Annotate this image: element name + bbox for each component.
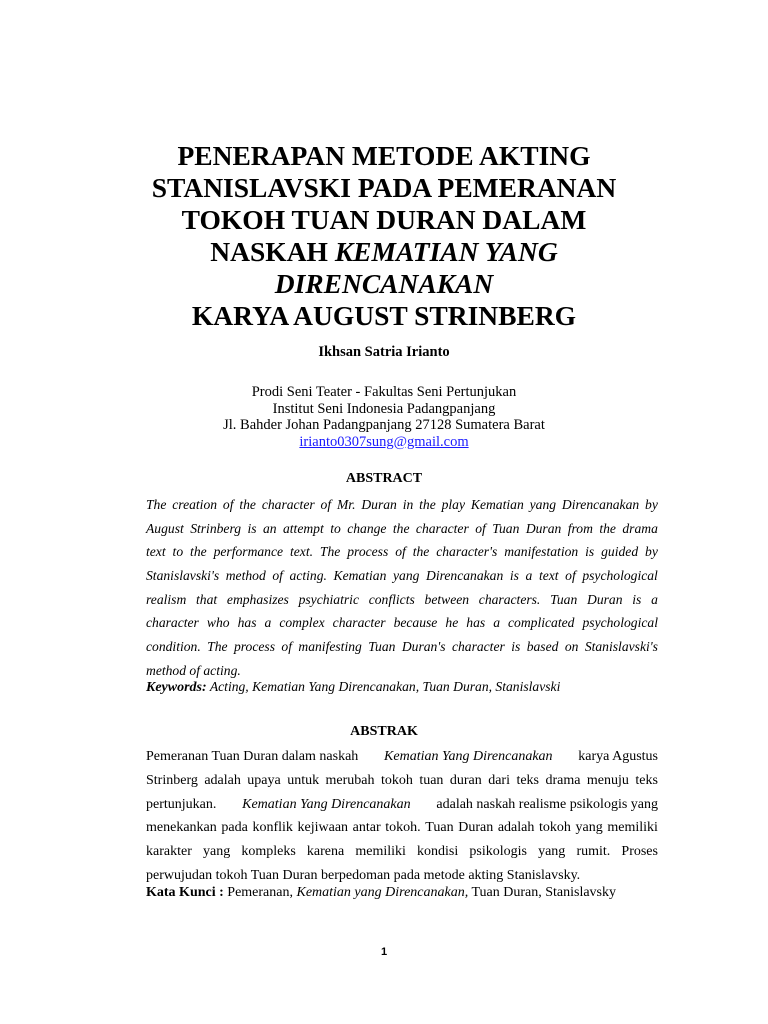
- keywords-text: Acting, Kematian Yang Direncanakan, Tuan Duran, Stanislavski: [206, 679, 561, 694]
- word: of: [565, 568, 576, 584]
- word: yang: [392, 568, 420, 584]
- word: conflicts: [368, 591, 415, 607]
- keywords-en: [146, 679, 560, 696]
- abstrak-line: [146, 793, 658, 817]
- title-line: [100, 236, 668, 268]
- word: untuk: [287, 772, 320, 788]
- word: condition.: [146, 639, 201, 655]
- word: Tuan: [368, 639, 396, 655]
- word: memiliki: [355, 844, 406, 860]
- word: Kematian: [333, 568, 387, 584]
- word: that: [196, 591, 218, 607]
- word: of: [281, 639, 292, 655]
- word: manifestation: [504, 544, 579, 560]
- word: who: [206, 615, 230, 631]
- word: adalah: [497, 820, 535, 836]
- abstract-line: [146, 493, 658, 517]
- affiliation-block: [0, 384, 768, 450]
- abstract-line: [146, 611, 658, 635]
- title-line: TOKOH TUAN DURAN DALAM: [181, 204, 587, 235]
- word: Tuan: [492, 520, 520, 536]
- word: Stanislavski's: [584, 639, 658, 655]
- word: kondisi: [417, 844, 459, 860]
- word: rumit.: [576, 844, 611, 860]
- word: Duran: [458, 820, 494, 836]
- word: Duran's: [401, 639, 446, 655]
- word: acting.: [289, 568, 327, 584]
- paper-title: [100, 140, 668, 332]
- word: is: [247, 520, 257, 536]
- word: the: [392, 520, 410, 536]
- word: Proses: [621, 844, 658, 860]
- word: karena: [306, 844, 345, 860]
- title-text: NASKAH: [210, 236, 335, 267]
- word: yang: [538, 844, 566, 860]
- keywords-id: [146, 885, 616, 901]
- word: teks: [516, 772, 539, 788]
- word: Tuan: [425, 820, 454, 836]
- word: realism: [146, 591, 187, 607]
- word: from: [567, 520, 593, 536]
- word: Duran: [525, 520, 562, 536]
- word: play: [441, 497, 466, 512]
- abstrak-text: adalah naskah realisme psikologis yang: [436, 796, 658, 812]
- word: tokoh.: [385, 820, 421, 836]
- word: based: [526, 639, 559, 655]
- word: characters.: [478, 591, 541, 607]
- affiliation-institute: Institut Seni Indonesia Padangpanjang: [272, 400, 496, 417]
- word: merubah: [325, 772, 375, 788]
- abstrak-italic-text: Kematian Yang Direncanakan: [384, 749, 553, 764]
- word: August: [146, 520, 184, 536]
- kata-kunci-label: Kata Kunci :: [146, 885, 224, 900]
- title-italic-text: KEMATIAN YANG: [334, 236, 558, 267]
- word: of: [395, 544, 406, 560]
- title-line: PENERAPAN METODE AKTING: [177, 140, 591, 171]
- abstrak-line: [146, 816, 658, 840]
- abstrak-text: pertunjukan.: [146, 796, 217, 812]
- word: of: [272, 568, 283, 584]
- word: he: [445, 615, 459, 631]
- word: psychiatric: [298, 591, 359, 607]
- word: process: [233, 639, 275, 655]
- word: character's: [436, 544, 498, 560]
- word: has: [466, 615, 486, 631]
- word: character: [146, 615, 199, 631]
- word: psychological: [582, 568, 658, 584]
- word: Stanislavski's: [146, 568, 220, 584]
- abstract-heading: ABSTRACT: [345, 471, 423, 486]
- word: the: [412, 544, 430, 560]
- word: is: [511, 639, 521, 655]
- word: of: [222, 497, 234, 512]
- word: a: [493, 615, 500, 631]
- word: guided: [601, 544, 639, 560]
- word: yang: [529, 497, 557, 512]
- title-line: DIRENCANAKAN: [274, 268, 494, 299]
- author-email-link[interactable]: irianto0307sung@gmail.com: [299, 433, 469, 450]
- word: method: [225, 568, 266, 584]
- word: an: [262, 520, 277, 536]
- affiliation-dept: Prodi Seni Teater - Fakultas Seni Pertunjukan: [251, 384, 517, 400]
- word: Mr.: [336, 497, 356, 512]
- word: of: [320, 497, 332, 512]
- word: Direncanakan: [426, 568, 504, 584]
- word: change: [347, 520, 387, 536]
- abstrak-line: [146, 769, 658, 793]
- keywords-label: Keywords:: [146, 680, 207, 695]
- word: The: [207, 639, 228, 655]
- word: to: [330, 520, 341, 536]
- word: a: [651, 591, 658, 607]
- author-name: Ikhsan Satria Irianto: [318, 344, 450, 360]
- word: dari: [488, 772, 510, 788]
- word: memiliki: [607, 820, 658, 836]
- word: a: [264, 615, 272, 631]
- abstrak-heading: ABSTRAK: [350, 724, 418, 739]
- kata-kunci-text: Pemeranan,: [223, 885, 297, 900]
- abstrak-text: karya Agustus: [578, 749, 658, 764]
- word: The: [146, 497, 167, 512]
- abstract-line: [146, 540, 658, 564]
- word: antar: [352, 820, 381, 836]
- abstract-line: [146, 564, 658, 588]
- word: text: [146, 544, 166, 560]
- word: text.: [289, 544, 313, 560]
- word: character: [415, 520, 469, 536]
- word: Strinberg: [190, 520, 242, 536]
- abstract-line: [146, 588, 658, 612]
- word: manifesting: [298, 639, 362, 655]
- word: drama: [545, 772, 581, 788]
- word: is: [509, 568, 519, 584]
- word: kejiwaan: [297, 820, 349, 836]
- word: attempt: [282, 520, 324, 536]
- abstract-line: method of acting.: [146, 662, 241, 678]
- word: yang: [575, 820, 603, 836]
- word: tuan: [419, 772, 444, 788]
- title-line: STANISLAVSKI PADA PEMERANAN: [151, 172, 617, 203]
- word: The: [319, 544, 341, 560]
- word: kompleks: [241, 844, 296, 860]
- word: process: [347, 544, 389, 560]
- word: complicated: [508, 615, 575, 631]
- kata-kunci-text: Tuan Duran, Stanislavsky: [468, 885, 617, 900]
- word: by: [645, 544, 658, 560]
- word: has: [237, 615, 257, 631]
- word: Tuan: [550, 591, 578, 607]
- abstrak-line: perwujudan tokoh Tuan Duran berpedoman pada metode akting Stanislavsky.: [146, 867, 581, 883]
- abstract-line: [146, 635, 658, 659]
- word: tokoh: [538, 820, 571, 836]
- title-line: KARYA AUGUST STRINBERG: [191, 300, 577, 331]
- abstract-id-paragraph: [146, 745, 658, 888]
- abstract-line: [146, 517, 658, 541]
- word: Duran: [587, 591, 623, 607]
- abstrak-text: Pemeranan Tuan Duran dalam naskah: [146, 749, 359, 764]
- abstrak-italic-text: Kematian Yang Direncanakan: [242, 796, 411, 812]
- word: menekankan: [146, 820, 217, 836]
- word: karakter: [146, 844, 192, 860]
- word: upaya: [247, 772, 281, 788]
- abstrak-line: [146, 840, 658, 864]
- word: the: [190, 544, 207, 560]
- word: Kematian: [470, 497, 524, 512]
- word: character: [332, 615, 386, 631]
- word: emphasizes: [226, 591, 289, 607]
- word: the: [419, 497, 436, 512]
- word: creation: [172, 497, 218, 512]
- word: between: [424, 591, 470, 607]
- word: because: [393, 615, 438, 631]
- word: tokoh: [380, 772, 413, 788]
- word: on: [564, 639, 579, 655]
- word: psychological: [582, 615, 658, 631]
- word: the: [239, 497, 256, 512]
- word: text: [538, 568, 559, 584]
- word: teks: [635, 772, 658, 788]
- word: is: [585, 544, 595, 560]
- word: the: [599, 520, 616, 536]
- word: adalah: [204, 772, 241, 788]
- page-number: 1: [380, 946, 388, 958]
- word: character: [451, 639, 505, 655]
- word: menuju: [586, 772, 629, 788]
- word: to: [172, 544, 184, 560]
- word: performance: [213, 544, 284, 560]
- word: by: [645, 497, 658, 512]
- abstract-en-paragraph: [146, 493, 658, 683]
- word: Strinberg: [146, 772, 198, 788]
- word: complex: [279, 615, 325, 631]
- word: Direncanakan: [561, 497, 640, 512]
- affiliation-address: Jl. Bahder Johan Padangpanjang 27128 Sumatera Barat: [223, 417, 545, 433]
- word: is: [632, 591, 642, 607]
- word: yang: [202, 844, 231, 860]
- word: duran: [449, 772, 482, 788]
- word: pada: [221, 820, 248, 836]
- word: of: [475, 520, 486, 536]
- abstrak-line: [146, 745, 658, 769]
- word: Duran: [361, 497, 397, 512]
- word: character: [261, 497, 315, 512]
- word: in: [402, 497, 414, 512]
- word: drama: [622, 520, 658, 536]
- kata-kunci-italic: Kematian yang Direncanakan,: [296, 885, 469, 900]
- word: a: [525, 568, 533, 584]
- word: psikologis: [469, 844, 527, 860]
- word: konflik: [252, 820, 293, 836]
